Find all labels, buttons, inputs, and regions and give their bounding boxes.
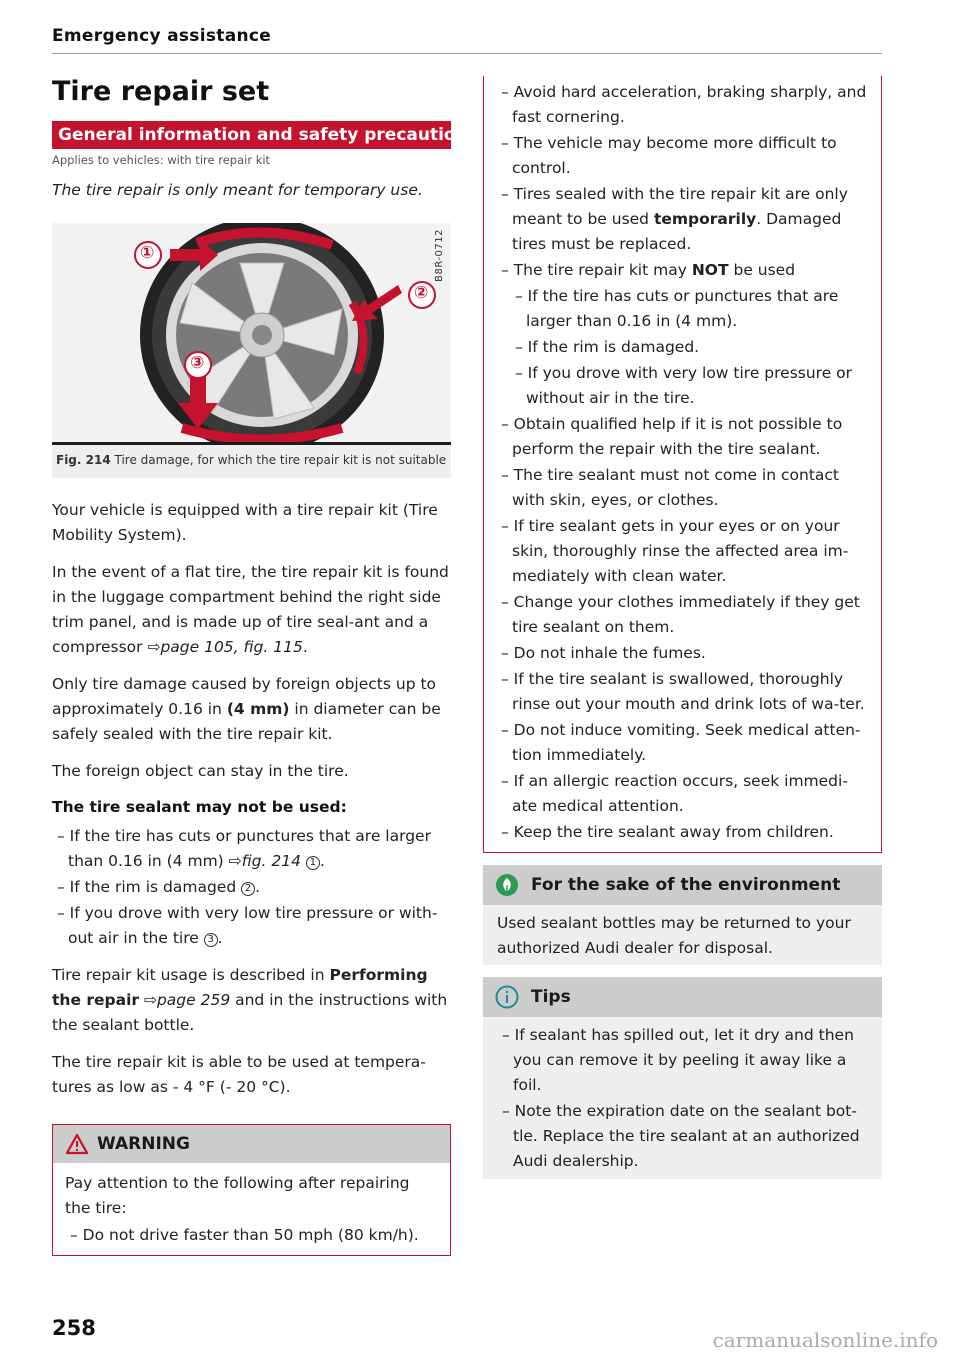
paragraph-5-bold: Performing the repair (52, 965, 428, 1009)
tips-list (497, 1023, 868, 1174)
paragraph-1: Your vehicle is equipped with a tire repair kit (Tire Mobility System). (52, 500, 438, 544)
tire-wheel-drawing (52, 223, 451, 445)
info-icon (495, 985, 519, 1009)
tips-header (483, 977, 882, 1017)
list-item-text: – Tires sealed with the tire repair kit are only meant to be used (501, 185, 848, 228)
callout-marker: 2 (241, 882, 255, 896)
list-item: – Keep the tire sealant away from children. (501, 823, 834, 841)
list-item: – If the tire sealant is swallowed, thoroughly rinse out your mouth and drink lots of wa-ter. (501, 670, 865, 713)
paragraph-5-a: Tire repair kit usage is described in (52, 965, 330, 984)
tire-damage-illustration (52, 223, 451, 445)
emphasis-temporarily: temporarily (653, 210, 757, 228)
paragraph-5-d: and in the instructions with the sealant bottle. (52, 990, 448, 1034)
section-title: Emergency assistance (52, 26, 272, 46)
marker-3: ③ (190, 353, 205, 373)
paragraph-2-end: . (302, 637, 308, 656)
warning-continued-box (483, 76, 882, 853)
figure-number: Fig. 214 (56, 453, 111, 467)
left-column (52, 72, 478, 1256)
list-item-text: – If the tire has cuts or punctures that are larger than 0.16 in (4 mm) (57, 826, 431, 870)
environment-header (483, 865, 882, 905)
subheading: The tire sealant may not be used: (52, 797, 347, 816)
environment-box (483, 865, 882, 965)
warning-triangle-icon (65, 1133, 89, 1155)
list-item: – Obtain qualified help if it is not possible to perform the repair with the tire sealant. (501, 415, 843, 458)
list-item: – If an allergic reaction occurs, seek immedi-ate medical attention. (501, 772, 848, 815)
fig-ref-214[interactable]: ⇨fig. 214 (228, 851, 301, 870)
environment-text: Used sealant bottles may be returned to your authorized Audi dealer for disposal. (497, 914, 851, 957)
figure-caption-text: Tire damage, for which the tire repair kit is not suitable (114, 453, 447, 467)
marker-2: ② (414, 283, 429, 303)
lead-text: The tire repair is only meant for temporary use. (52, 181, 423, 199)
environment-title: For the sake of the environment (531, 875, 841, 895)
list-item: – The tire sealant must not come in contact with skin, eyes, or clothes. (501, 466, 839, 509)
page-number: 258 (52, 1316, 96, 1340)
list-item: – Do not inhale the fumes. (501, 644, 706, 662)
list-item-text: – The tire repair kit may (501, 261, 692, 279)
list-item: – Note the expiration date on the sealant bot-tle. Replace the tire sealant at an authorized Audi dealership. (502, 1102, 860, 1170)
list-item: – If the tire has cuts or punctures that are larger than 0.16 in (4 mm) ⇨fig. 214 1 . (57, 826, 431, 870)
paragraph-3-bold: (4 mm) (226, 699, 290, 718)
callout-marker: 1 (306, 856, 320, 870)
warning-continued-list-2 (496, 412, 869, 845)
paragraph-3-c: in diameter can be safely sealed with the tire repair kit. (52, 699, 441, 743)
right-column (483, 76, 883, 1179)
warning-sub-list (496, 284, 869, 411)
paragraph-3 (52, 672, 452, 747)
page-ref-105[interactable]: ⇨page 105, fig. 115 (147, 637, 303, 656)
warning-intro: Pay attention to the following after repairing the tire: (65, 1173, 410, 1217)
list-item: – If you drove with very low tire pressure or without air in the tire. (515, 364, 853, 407)
list-item: – If you drove with very low tire pressure or with-out air in the tire 3 . (57, 903, 438, 947)
paragraph-5 (52, 963, 452, 1038)
applies-note: Applies to vehicles: with tire repair kit (52, 153, 271, 167)
paragraph-3-a: Only tire damage caused by foreign objects up to approximately 0.16 in (52, 674, 437, 718)
list-item-text: be used (728, 261, 796, 279)
environment-body (483, 905, 882, 965)
tips-title: Tips (531, 987, 571, 1007)
list-item: – The vehicle may become more difficult to control. (501, 134, 837, 177)
not-used-list (52, 824, 452, 951)
list-item: – Change your clothes immediately if they get tire sealant on them. (501, 593, 860, 636)
list-item (496, 182, 869, 257)
list-item: – Avoid hard acceleration, braking sharply, and fast cornering. (501, 83, 867, 126)
warning-header (53, 1125, 450, 1163)
paragraph-4: The foreign object can stay in the tire. (52, 761, 349, 780)
figure-box (52, 223, 451, 478)
list-item: – If tire sealant gets in your eyes or on your skin, thoroughly rinse the affected area im-mediately with clean water. (501, 517, 849, 585)
list-item-text: – If the rim is damaged (57, 877, 242, 896)
paragraph-2-text: In the event of a flat tire, the tire repair kit is found in the luggage compartment behind the right side trim panel, and is made up of tire seal-ant and a compressor (52, 562, 449, 656)
figure-caption (52, 445, 451, 474)
list-item: – If sealant has spilled out, let it dry and then you can remove it by peeling it away like a foil. (502, 1026, 854, 1094)
warning-body (53, 1163, 450, 1255)
paragraph-2 (52, 560, 452, 660)
subsection-banner: General information and safety precautions (52, 121, 451, 149)
list-item: – If the rim is damaged. (515, 338, 700, 356)
environment-leaf-icon (495, 873, 519, 897)
warning-box (52, 1124, 451, 1256)
page-ref-259[interactable]: ⇨page 259 (143, 990, 231, 1009)
list-item-text: – If you drove with very low tire pressure or with-out air in the tire (57, 903, 438, 947)
watermark: carmanualsonline.info (712, 1328, 938, 1352)
list-item: – Do not induce vomiting. Seek medical atten-tion immediately. (501, 721, 861, 764)
list-item: – If the tire has cuts or punctures that are larger than 0.16 in (4 mm). (515, 287, 839, 330)
warning-continued-list (496, 80, 869, 283)
list-item: – Do not drive faster than 50 mph (80 km/h). (70, 1225, 419, 1244)
warning-list (65, 1223, 438, 1248)
page-title: Tire repair set (52, 76, 270, 107)
tips-box (483, 977, 882, 1179)
list-item: – If the rim is damaged 2 . (57, 877, 261, 896)
page-header (52, 26, 882, 54)
warning-title: WARNING (97, 1133, 190, 1154)
tips-body (483, 1017, 882, 1179)
list-item-text: . Damaged tires must be replaced. (512, 210, 842, 253)
callout-marker: 3 (204, 933, 218, 947)
marker-1: ① (140, 243, 155, 263)
list-item (496, 258, 869, 283)
paragraph-6: The tire repair kit is able to be used at tempera-tures as low as - 4 °F (- 20 °C). (52, 1052, 426, 1096)
figure-code: B8R-0712 (434, 229, 445, 282)
emphasis-not: NOT (691, 261, 729, 279)
